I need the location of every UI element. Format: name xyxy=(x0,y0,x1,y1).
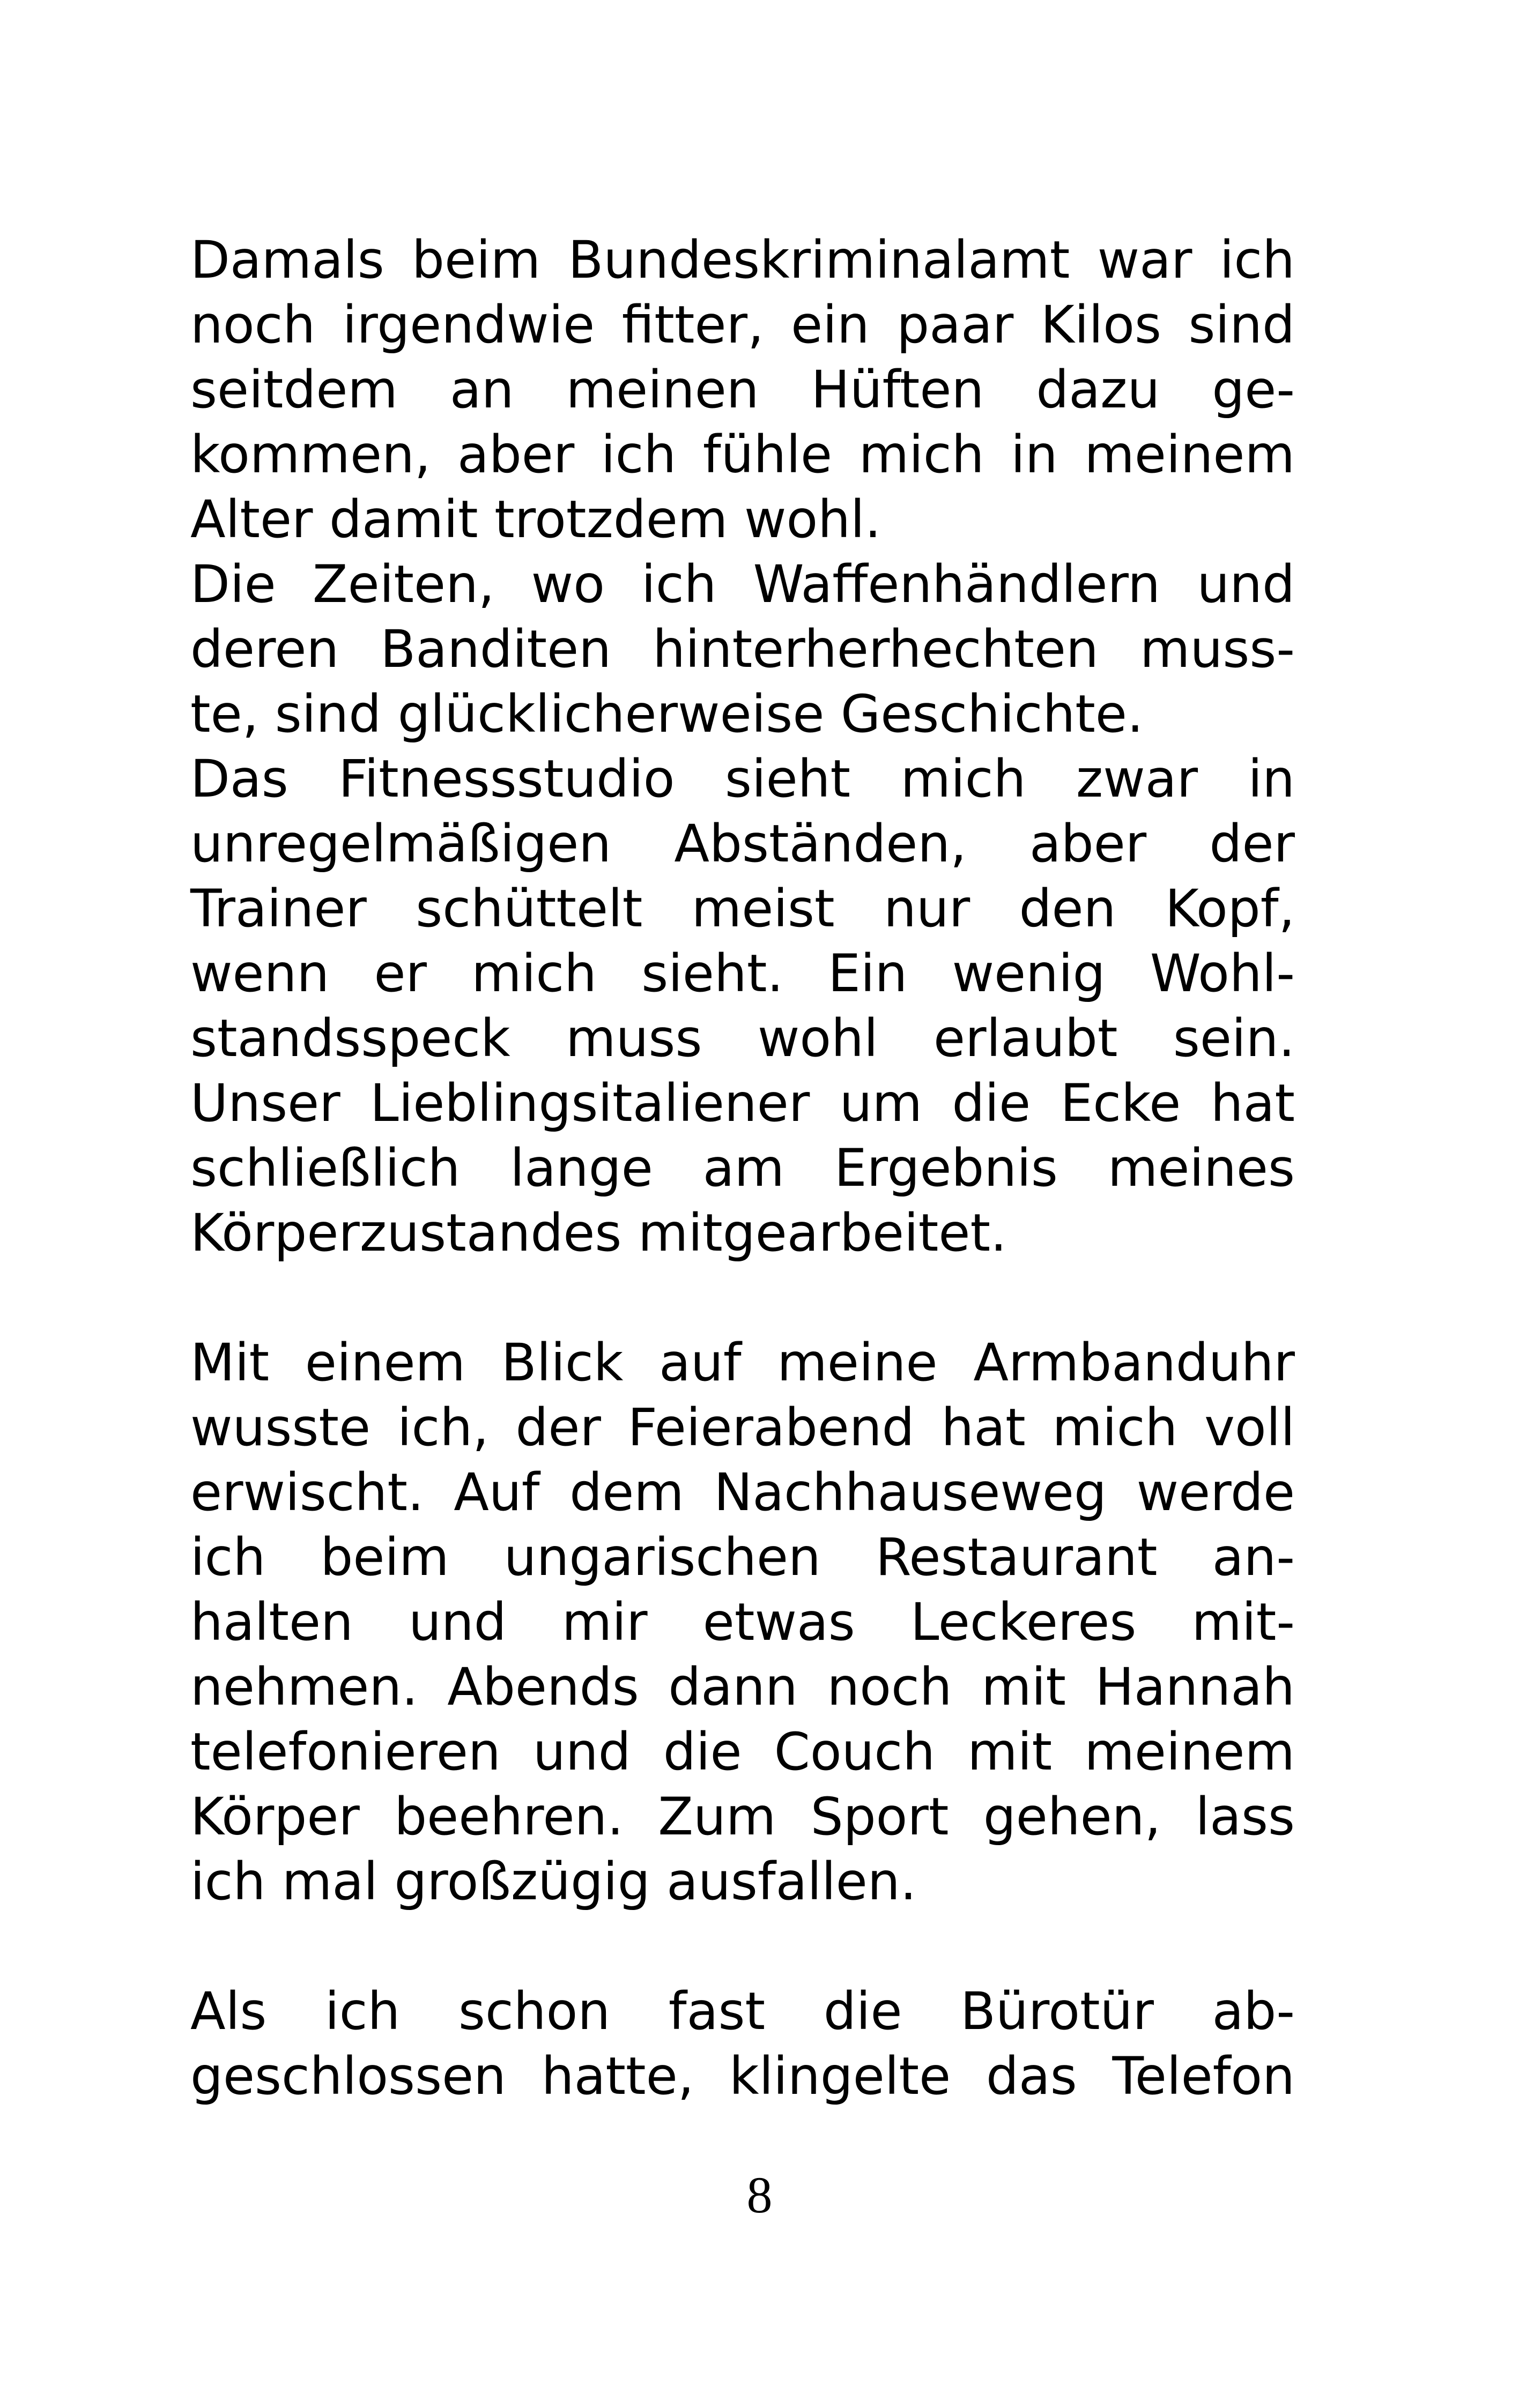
text-line: Als ich schon fast die Bürotür ab- xyxy=(190,1981,1295,2041)
text-line: Körper beehren. Zum Sport gehen, lass xyxy=(190,1787,1295,1847)
text-line: deren Banditen hinterherhechten muss- xyxy=(190,619,1295,679)
text-line: ich beim ungarischen Restaurant an- xyxy=(190,1527,1295,1587)
body-text xyxy=(190,228,1295,2109)
text-line: Körperzustandes mitgearbeitet. xyxy=(190,1203,1007,1263)
text-line: kommen, aber ich fühle mich in meinem xyxy=(190,425,1295,485)
text-line: noch irgendwie fitter, ein paar Kilos sind xyxy=(190,295,1295,355)
paragraph-gap xyxy=(190,1914,1295,1979)
page-number: 8 xyxy=(746,2166,773,2224)
text-line: telefonieren und die Couch mit meinem xyxy=(190,1722,1295,1782)
text-line: te, sind glücklicherweise Geschichte. xyxy=(190,684,1144,744)
text-line: Das Fitnessstudio sieht mich zwar in xyxy=(190,749,1295,809)
text-line: ich mal großzügig ausfallen. xyxy=(190,1852,917,1912)
text-line: Damals beim Bundeskriminalamt war ich xyxy=(190,230,1295,290)
text-line: Die Zeiten, wo ich Waffenhändlern und xyxy=(190,554,1295,614)
text-line: schließlich lange am Ergebnis meines xyxy=(190,1138,1295,1198)
text-line: Trainer schüttelt meist nur den Kopf, xyxy=(190,879,1295,939)
text-line: wenn er mich sieht. Ein wenig Wohl- xyxy=(190,943,1295,1004)
text-line: nehmen. Abends dann noch mit Hannah xyxy=(190,1657,1295,1717)
text-line: geschlossen hatte, klingelte das Telefon xyxy=(190,2046,1295,2106)
text-line: Unser Lieblingsitaliener um die Ecke hat xyxy=(190,1073,1295,1133)
text-line: wusste ich, der Feierabend hat mich voll xyxy=(190,1398,1295,1458)
text-line: standsspeck muss wohl erlaubt sein. xyxy=(190,1008,1295,1068)
text-line: halten und mir etwas Leckeres mit- xyxy=(190,1592,1295,1652)
text-line: seitdem an meinen Hüften dazu ge- xyxy=(190,360,1295,420)
text-line: erwischt. Auf dem Nachhauseweg werde xyxy=(190,1462,1295,1522)
text-line: Alter damit trotzdem wohl. xyxy=(190,489,881,549)
paragraph-gap xyxy=(190,1266,1295,1331)
text-line: Mit einem Blick auf meine Armbanduhr xyxy=(190,1333,1295,1393)
text-line: unregelmäßigen Abständen, aber der xyxy=(190,814,1295,874)
